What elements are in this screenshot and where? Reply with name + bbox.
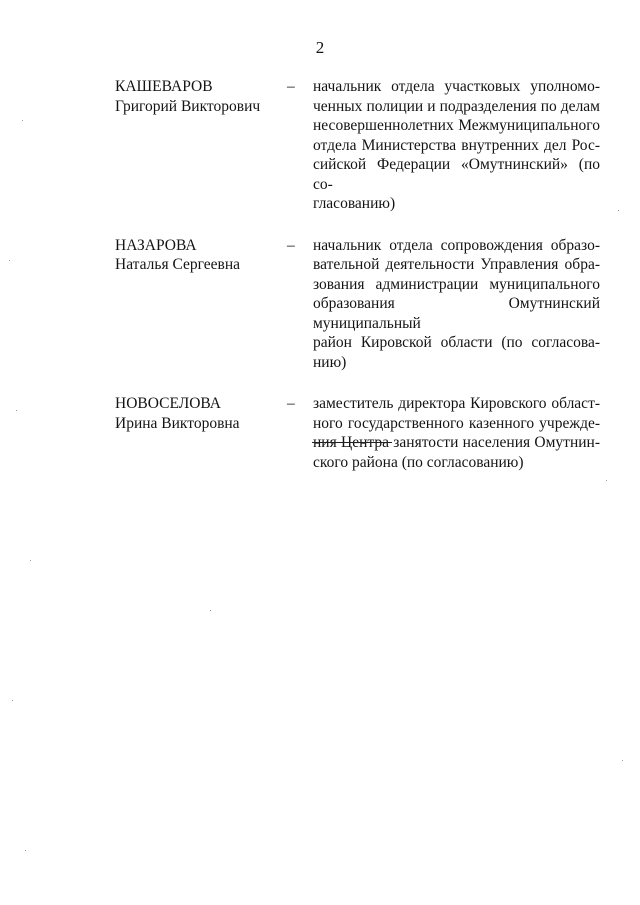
position-text-line: ния Центра занятости населения Омутнин- — [313, 434, 600, 451]
position-text-line: несовершеннолетних Межмуниципального — [313, 117, 600, 134]
member-surname: КАШЕВАРОВ — [115, 78, 213, 95]
position-text-line: вательной деятельности Управления обра- — [313, 256, 600, 273]
position-text-line: отдела Министерства внутренних дел Рос- — [313, 136, 600, 154]
member-position — [313, 394, 600, 472]
member-entry-novoselova — [115, 394, 600, 472]
member-name — [115, 394, 285, 433]
position-text-line: начальник отдела участковых уполномо- — [313, 78, 600, 95]
position-text-line: ченных полиции и подразделения по делам — [313, 97, 600, 115]
scan-speck — [30, 560, 31, 561]
member-entry-nazarova — [115, 236, 600, 373]
commission-member-list — [115, 77, 600, 494]
position-text-line: начальник отдела сопровождения образо- — [313, 236, 600, 254]
end-of-list-divider — [312, 442, 392, 443]
page-number: 2 — [315, 38, 325, 57]
member-name — [115, 77, 285, 116]
member-given-names: Григорий Викторович — [115, 97, 261, 115]
position-text-line: гласованию) — [313, 195, 396, 212]
position-text-line: заместитель директора Кировского област- — [313, 395, 600, 412]
scan-speck — [9, 260, 10, 261]
member-surname: НОВОСЕЛОВА — [115, 395, 221, 412]
member-given-names: Ирина Викторовна — [115, 414, 240, 432]
dash-separator: – — [287, 78, 295, 95]
dash-separator: – — [287, 236, 295, 254]
scan-speck — [16, 410, 17, 411]
member-surname: НАЗАРОВА — [115, 236, 197, 254]
position-text-line: ского района (по согласованию) — [313, 453, 524, 471]
scan-speck — [25, 850, 26, 851]
scan-speck — [606, 480, 607, 481]
scan-speck — [22, 120, 23, 121]
member-given-names: Наталья Сергеевна — [115, 256, 241, 273]
position-text-line: район Кировской области (по согласова- — [313, 334, 600, 351]
position-text-line: сийской Федерации «Омутнинский» (по со- — [313, 156, 600, 193]
scan-speck — [12, 700, 13, 701]
member-position — [313, 236, 600, 373]
position-text-line: ного государственного казенного учрежде- — [313, 414, 600, 432]
position-text-line: нию) — [313, 353, 347, 371]
position-text-line: образования Омутнинский муниципальный — [313, 295, 600, 332]
scan-speck — [618, 210, 619, 211]
member-name — [115, 236, 285, 275]
scan-speck — [622, 760, 623, 761]
dash-separator: – — [287, 395, 295, 412]
position-text-line: зования администрации муниципального — [313, 275, 600, 293]
member-entry-kashevarov — [115, 77, 600, 214]
scan-speck — [210, 610, 211, 611]
member-position — [313, 77, 600, 214]
